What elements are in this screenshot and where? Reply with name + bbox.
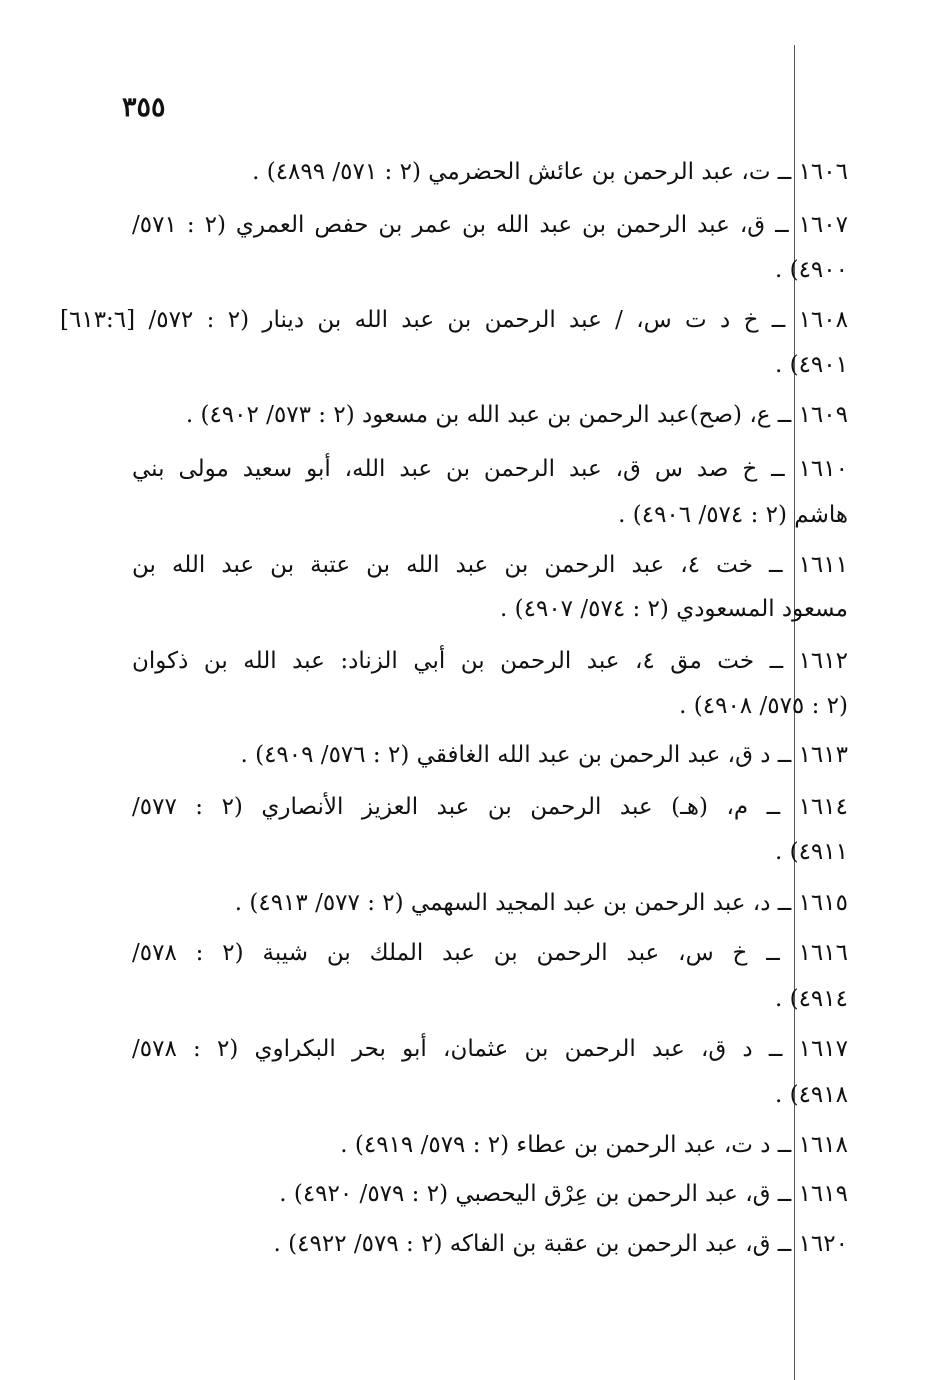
entry-1611-line-2: مسعود المسعودي (٢ : ٥٧٤/ ٤٩٠٧) . <box>500 596 848 622</box>
entry-1612-line-1: ١٦١٢ ــ خت مق ٤، عبد الرحمن بن أبي الزناد: عبد الله بن ذكوان <box>132 648 848 674</box>
entry-1608-line-2: ٤٩٠١) . <box>774 352 848 378</box>
entry-1616-line-1: ١٦١٦ ــ خ س، عبد الرحمن بن عبد الملك بن شيبة (٢ : ٥٧٨/ <box>132 940 848 966</box>
entry-1610-line-2: هاشم (٢ : ٥٧٤/ ٤٩٠٦) . <box>618 502 848 528</box>
entry-1618-line-1: ١٦١٨ ــ د ت، عبد الرحمن بن عطاء (٢ : ٥٧٩/ ٤٩١٩) . <box>340 1132 848 1158</box>
entry-1608-line-1: ١٦٠٨ ــ خ د ت س، / عبد الرحمن بن عبد الله بن دينار (٢ : ٥٧٢/ [٦١٣:٦] <box>60 307 848 333</box>
entry-1616-line-2: ٤٩١٤) . <box>774 986 848 1012</box>
entry-1619-line-1: ١٦١٩ ــ ق، عبد الرحمن بن عِرْق اليحصبي (٢ : ٥٧٩/ ٤٩٢٠) . <box>279 1181 848 1207</box>
entry-1617-line-1: ١٦١٧ ــ د ق، عبد الرحمن بن عثمان، أبو بحر البكراوي (٢ : ٥٧٨/ <box>132 1036 849 1062</box>
page-number: ٣٥٥ <box>122 92 166 123</box>
entry-1609-line-1: ١٦٠٩ ــ ع، (صح)عبد الرحمن بن عبد الله بن مسعود (٢ : ٥٧٣/ ٤٩٠٢) . <box>185 402 848 428</box>
entry-1607-line-2: ٤٩٠٠) . <box>774 257 848 283</box>
entry-1610-line-1: ١٦١٠ ــ خ صد س ق، عبد الرحمن بن عبد الله، أبو سعيد مولى بني <box>132 456 848 482</box>
entry-1615-line-1: ١٦١٥ ــ د، عبد الرحمن بن عبد المجيد السهمي (٢ : ٥٧٧/ ٤٩١٣) . <box>234 890 848 916</box>
entry-1613-line-1: ١٦١٣ ــ د ق، عبد الرحمن بن عبد الله الغافقي (٢ : ٥٧٦/ ٤٩٠٩) . <box>240 742 848 768</box>
entry-1612-line-2: (٢ : ٥٧٥/ ٤٩٠٨) . <box>679 693 848 719</box>
entry-1607-line-1: ١٦٠٧ ــ ق، عبد الرحمن بن عبد الله بن عمر بن حفص العمري (٢ : ٥٧١/ <box>132 212 848 238</box>
entry-1617-line-2: ٤٩١٨) . <box>774 1082 848 1108</box>
entry-1606-line-1: ١٦٠٦ ــ ت، عبد الرحمن بن عائش الحضرمي (٢ : ٥٧١/ ٤٨٩٩) . <box>252 159 848 185</box>
entry-1614-line-2: ٤٩١١) . <box>774 839 848 865</box>
entry-1620-line-1: ١٦٢٠ ــ ق، عبد الرحمن بن عقبة بن الفاكه (٢ : ٥٧٩/ ٤٩٢٢) . <box>273 1231 848 1257</box>
entry-1614-line-1: ١٦١٤ ــ م، (هـ) عبد الرحمن بن عبد العزيز الأنصاري (٢ : ٥٧٧/ <box>132 794 848 820</box>
entry-1611-line-1: ١٦١١ ــ خت ٤، عبد الرحمن بن عبد الله بن عتبة بن عبد الله بن <box>132 552 848 578</box>
